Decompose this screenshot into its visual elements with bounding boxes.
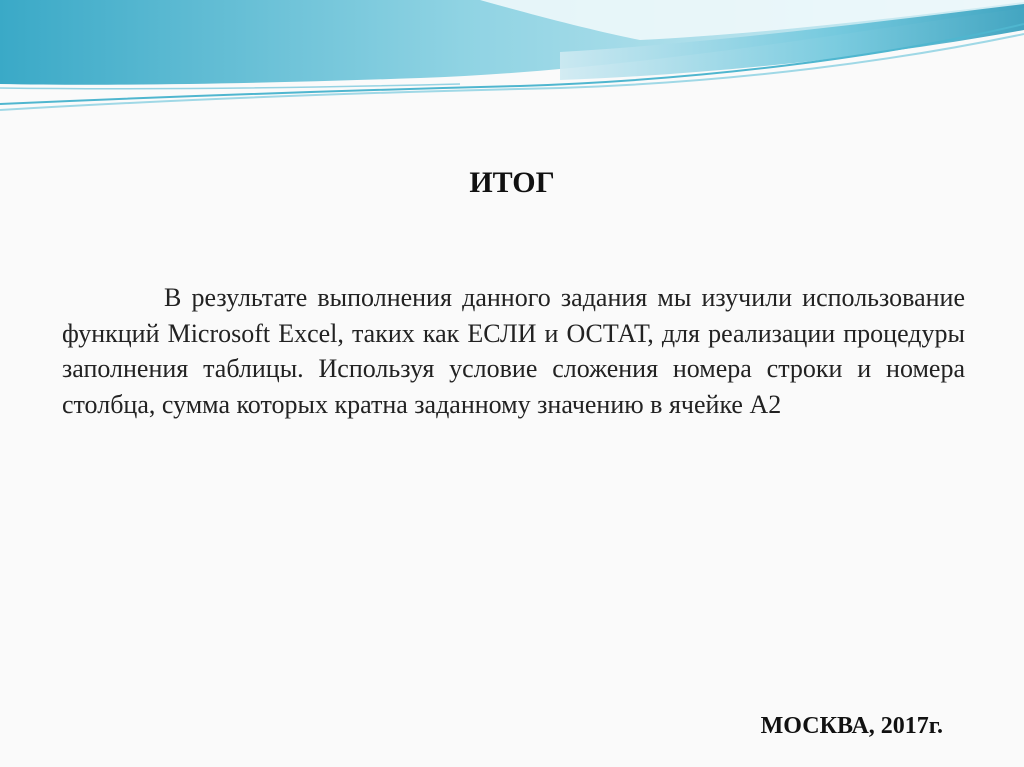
slide-body-text: В результате выполнения данного задания мы изучили использование функций Microsoft Excel, таких как ЕСЛИ и ОСТАТ, для реализации процедуры заполнения таблицы. Используя условие сложения номера строки и номера столбца, сумма которых кратна заданному значению в ячейке А2 <box>62 283 965 419</box>
slide-footer-city-year: МОСКВА, 2017г. <box>760 713 943 739</box>
wave-header-decoration <box>0 0 1024 120</box>
slide-title: ИТОГ <box>469 166 555 199</box>
